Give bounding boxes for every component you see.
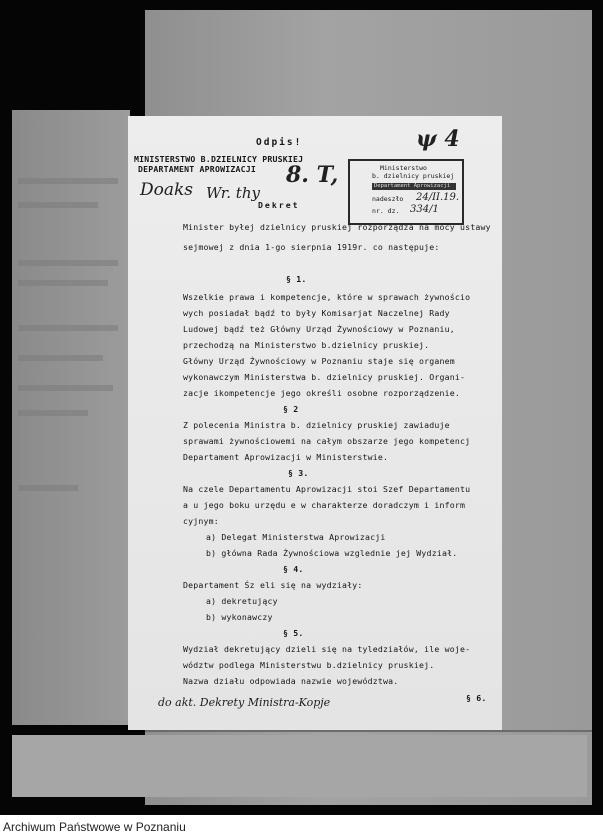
section-line: cyjnym:	[183, 516, 219, 526]
intro-line: Minister byłej dzielnicy pruskiej rozporządza na mocy ustawy	[183, 222, 491, 232]
section-line: sprawami żywnościowemi na całym obszarze jego kompetencj	[183, 436, 471, 446]
stamp-number-label: nr. dz.	[372, 207, 400, 215]
section-line: Departament Aprowizacji w Ministerstwie.	[183, 452, 389, 462]
ghost-text-line	[18, 325, 118, 331]
ghost-text-line	[18, 202, 98, 208]
handwritten-archive-note: do akt. Dekrety Ministra-Kopje	[158, 696, 331, 709]
ghost-text-line	[18, 280, 108, 286]
ghost-text-line	[18, 178, 118, 184]
section-line: Ludowej bądź też Główny Urząd Żywnościowy w Poznaniu,	[183, 324, 455, 334]
stamp-date: 24/II.19.	[416, 192, 460, 203]
sheet-fold	[145, 730, 592, 732]
archive-name: Archiwum Państwowe w Poznaniu	[3, 820, 186, 834]
section-line: b) główna Rada Żywnościowa wzglednie jej Wydział.	[206, 548, 458, 558]
ghost-text-line	[18, 355, 103, 361]
section-line: Departament Śz eli się na wydziały:	[183, 580, 363, 590]
section-heading: § 1.	[286, 274, 307, 284]
receipt-stamp	[348, 159, 464, 225]
copy-heading: Odpis!	[256, 137, 303, 148]
next-section-marker: § 6.	[466, 693, 487, 703]
department-name: DEPARTAMENT APROWIZACJI	[138, 164, 256, 174]
section-line: a u jego boku urzędu e w charakterze doradczym i inform	[183, 500, 466, 510]
ghost-text-line	[18, 385, 113, 391]
section-line: Z polecenia Ministra b. dzielnicy pruskiej zawiaduje	[183, 420, 450, 430]
decree-document	[128, 116, 502, 730]
stamp-bar-text: Departament Aprowizacji	[374, 183, 451, 189]
stamp-received-label: nadeszło	[372, 195, 404, 203]
section-line: a) Delegat Ministerstwa Aprowizacji	[206, 532, 386, 542]
intro-line: sejmowej z dnia 1-go sierpnia 1919r. co następuje:	[183, 242, 440, 252]
section-line: wych posiadał bądź to były Komisarjat Naczelnej Rady	[183, 308, 450, 318]
section-line: zacje ikompetencje jego określi osobne rozporządzenie.	[183, 388, 460, 398]
handwritten-note: Doaks	[140, 180, 194, 200]
ghost-text-line	[18, 485, 78, 491]
section-heading: § 4.	[283, 564, 304, 574]
stamp-line: b. dzielnicy pruskiej	[372, 172, 455, 180]
section-heading: § 2	[283, 404, 299, 414]
section-line: b) wykonawczy	[206, 612, 273, 622]
ministry-name: MINISTERSTWO B.DZIELNICY PRUSKIEJ	[134, 154, 304, 164]
section-line: wykonawczym Ministerstwa b. dzielnicy pruskiej. Organi-	[183, 372, 466, 382]
handwritten-signature: Wr. thy	[206, 184, 260, 202]
section-line: Główny Urząd Żywnościowy w Poznaniu staje się organem	[183, 356, 455, 366]
section-heading: § 5.	[283, 628, 304, 638]
section-line: Wszelkie prawa i kompetencje, które w sprawach żywnościo	[183, 292, 471, 302]
section-heading: § 3.	[288, 468, 309, 478]
section-line: Wydział dekretujący dzieli się na tyledziałów, ile woje-	[183, 644, 471, 654]
section-line: Na czele Departamentu Aprowizacji stoi Szef Departamentu	[183, 484, 471, 494]
stamp-line: Ministerstwo	[380, 164, 427, 172]
left-sheet-edge	[12, 110, 130, 725]
ghost-text-line	[18, 410, 88, 416]
handwritten-corner-mark: ψ 4	[416, 126, 460, 152]
bottom-sheet-strip	[12, 735, 587, 797]
section-line: Nazwa działu odpowiada nazwie województwa.	[183, 676, 399, 686]
section-line: przechodzą na Ministerstwo b.dzielnicy pruskiej.	[183, 340, 430, 350]
section-line: a) dekretujący	[206, 596, 278, 606]
stamp-number: 334/1	[410, 204, 439, 215]
ghost-text-line	[18, 260, 118, 266]
archive-footer	[0, 815, 603, 840]
decree-title: Dekret	[258, 200, 300, 210]
handwritten-mark: 8. T,	[286, 162, 339, 188]
section-line: wództw podlega Ministerstwu b.dzielnicy pruskiej.	[183, 660, 435, 670]
